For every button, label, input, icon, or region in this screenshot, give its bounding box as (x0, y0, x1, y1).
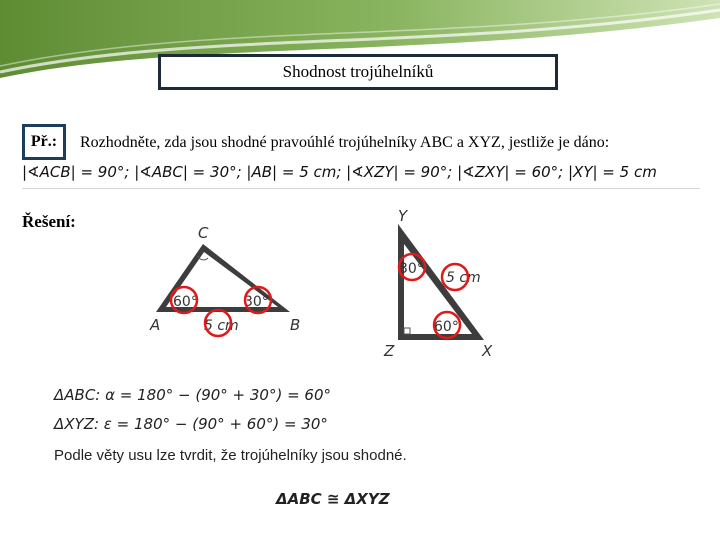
conclusion-text: ΔABC ≅ ΔXYZ (276, 490, 390, 508)
vertex-y-label: Y (398, 207, 408, 225)
given-values: |∢ACB| = 90°; |∢ABC| = 30°; |AB| = 5 cm; |∢XZY| = 90°; |∢ZXY| = 60°; |XY| = 5 cm (22, 163, 657, 181)
vertex-b-label: B (290, 316, 301, 334)
vertex-c-label: C (198, 224, 209, 242)
angle-b-value: 30° (244, 294, 269, 310)
vertex-a-label: A (150, 316, 161, 334)
example-badge: Př.: (22, 124, 66, 160)
angle-a-value: 60° (173, 294, 198, 310)
angle-y-value: 30° (399, 261, 424, 277)
solution-line-abc: ΔABC: α = 180° − (90° + 30°) = 60° (54, 386, 332, 404)
vertex-x-label: X (482, 342, 493, 360)
side-ab-value: 5 cm (204, 318, 239, 334)
solution-statement: Podle věty usu lze tvrdit, že trojúhelníky jsou shodné. (54, 447, 407, 464)
solution-label: Řešení: (22, 212, 76, 231)
solution-line-xyz: ΔXYZ: ε = 180° − (90° + 60°) = 30° (54, 415, 328, 433)
side-xy-value: 5 cm (446, 270, 481, 286)
angle-x-value: 60° (434, 319, 459, 335)
question-text: Rozhodněte, zda jsou shodné pravoúhlé trojúhelníky ABC a XYZ, jestliže je dáno: (80, 134, 610, 151)
vertex-z-label: Z (384, 342, 395, 360)
slide-title: Shodnost trojúhelníků (158, 54, 558, 90)
